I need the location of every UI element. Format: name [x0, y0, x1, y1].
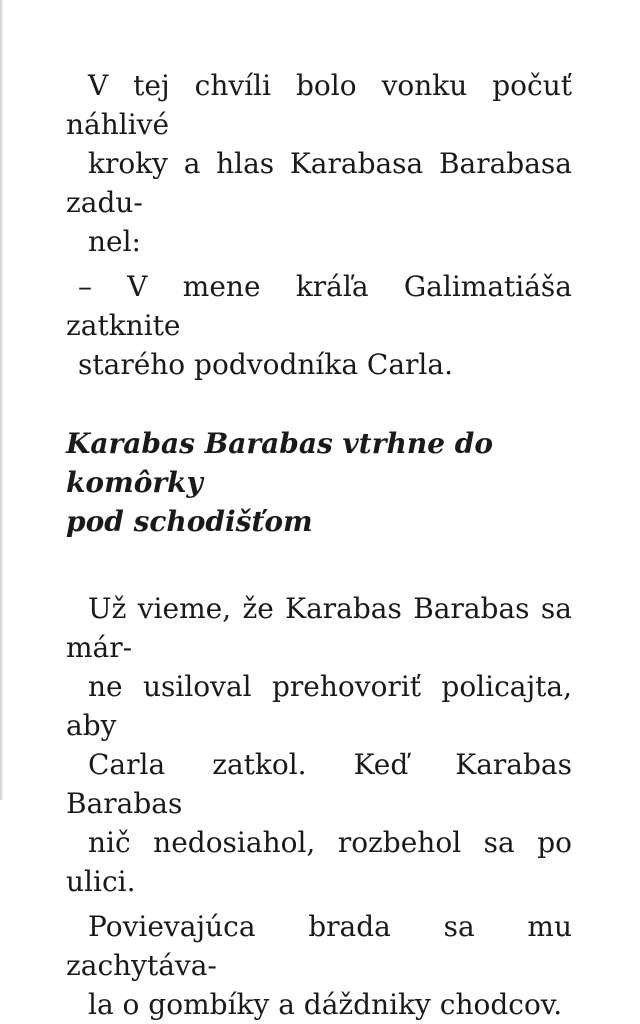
text-line: ne usiloval prehovoriť policajta, aby [66, 670, 572, 742]
text-line: nel: [88, 225, 141, 258]
paragraph-footsteps [66, 66, 572, 261]
paragraph-policeman [66, 589, 572, 901]
text-line: Carla zatkol. Keď Karabas Barabas [66, 748, 572, 820]
text-line: nič nedosiahol, rozbehol sa po ulici. [66, 826, 572, 898]
text-line: V tej chvíli bolo vonku počuť náhlivé [66, 69, 572, 141]
text-line: Povievajúca brada sa mu zachytáva- [66, 910, 572, 982]
paragraph-dialog [66, 267, 572, 384]
chapter-body [66, 589, 572, 1024]
chapter-heading [66, 424, 572, 541]
heading-line: Karabas Barabas vtrhne do komôrky [66, 427, 494, 499]
page-edge-divider [0, 0, 3, 800]
text-line: kroky a hlas Karabasa Barabasa zadu- [66, 147, 572, 219]
text-line: starého podvodníka Carla. [78, 348, 453, 381]
book-page [66, 66, 572, 1024]
text-line: la o gombíky a dáždniky chodcov. [88, 988, 563, 1021]
text-line: Už vieme, že Karabas Barabas sa már- [66, 592, 572, 664]
text-line: – V mene kráľa Galimatiáša zatknite [66, 270, 572, 342]
heading-line: pod schodišťom [66, 505, 313, 538]
paragraph-beard [66, 907, 572, 1024]
